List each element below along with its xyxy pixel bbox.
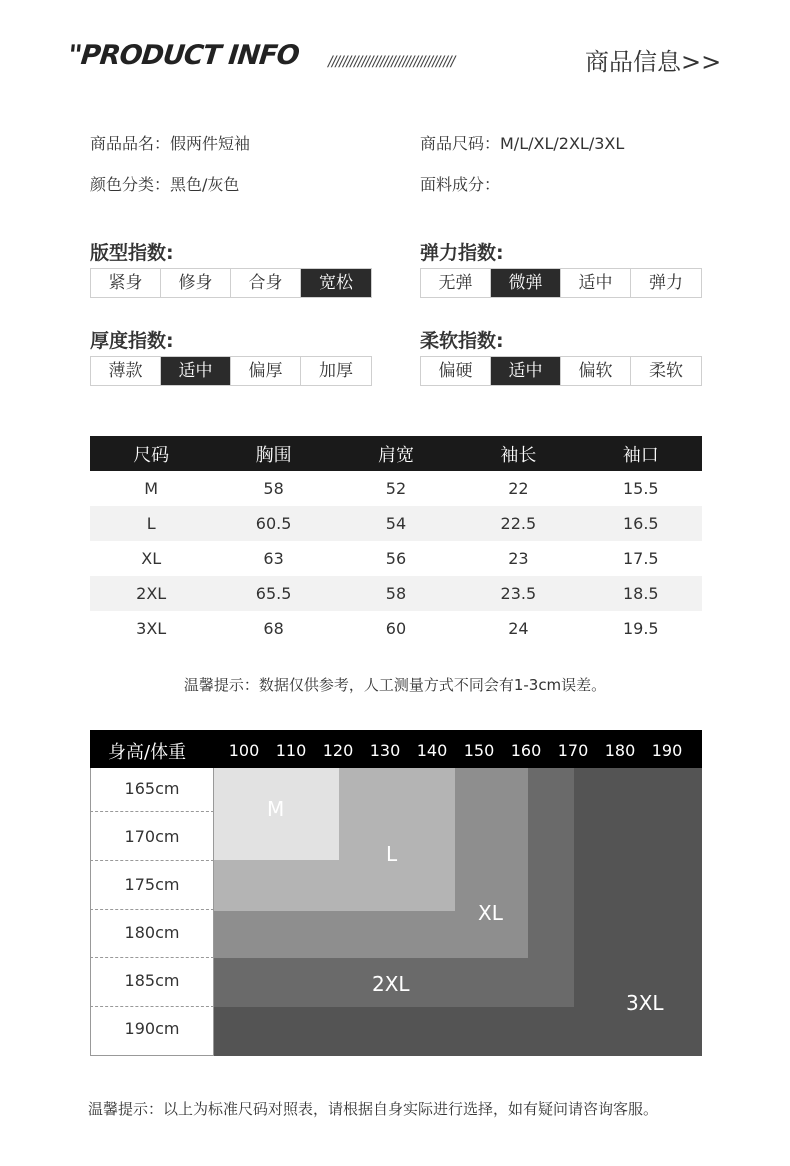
measurement-tip: 温馨提示：数据仅供参考，人工测量方式不同会有1-3cm误差。 xyxy=(183,676,607,694)
table-cell: 2XL xyxy=(90,576,212,611)
column-header: 袖口 xyxy=(580,436,702,471)
product-fabric: 面料成分： xyxy=(420,175,501,194)
softness-option: 柔软 xyxy=(649,361,683,381)
table-cell: 3XL xyxy=(136,619,167,638)
elasticity-option: 无弹 xyxy=(421,269,491,297)
table-cell: 68 xyxy=(263,619,284,638)
weight-label: 150 xyxy=(463,741,495,760)
product-name: 商品品名：假两件短袖 xyxy=(90,134,251,153)
elasticity-index-scale xyxy=(420,268,702,298)
size-label-xl: XL xyxy=(478,901,503,925)
table-cell: 23 xyxy=(508,549,529,568)
elasticity-option: 弹力 xyxy=(649,273,683,293)
table-cell: 65.5 xyxy=(212,576,334,611)
fit-option: 修身 xyxy=(161,269,231,297)
table-cell: 63 xyxy=(263,549,284,568)
column-header: 肩宽 xyxy=(335,436,457,471)
fit-index-scale xyxy=(90,268,372,298)
weight-label: 170 xyxy=(557,741,589,760)
table-cell: 24 xyxy=(508,619,529,638)
thickness-index-scale xyxy=(90,356,372,386)
table-cell: L xyxy=(90,506,212,541)
section-title-cn: 商品信息>> xyxy=(585,48,722,76)
size-table-header xyxy=(90,436,702,471)
table-cell: 19.5 xyxy=(622,619,659,638)
table-cell: 56 xyxy=(385,549,407,568)
fit-index-title: 版型指数: xyxy=(90,242,174,264)
column-header: 胸围 xyxy=(212,436,334,471)
table-cell: 22.5 xyxy=(457,506,579,541)
column-header: 袖长 xyxy=(457,436,579,471)
column-header: 尺码 xyxy=(90,436,212,471)
height-label: 165cm xyxy=(124,779,180,798)
table-cell: 22 xyxy=(508,479,529,498)
table-cell: 60 xyxy=(385,619,407,638)
weight-label: 190 xyxy=(651,741,683,760)
softness-option: 适中 xyxy=(491,357,561,385)
thickness-option: 适中 xyxy=(161,357,231,385)
thickness-option: 薄款 xyxy=(91,357,161,385)
brand-title: "PRODUCT INFO xyxy=(66,40,301,71)
size-label-m: M xyxy=(267,797,285,821)
weight-label: 120 xyxy=(322,741,354,760)
height-label: 170cm xyxy=(124,827,180,846)
table-cell: 58 xyxy=(335,576,457,611)
hw-chart-title: 身高/体重 xyxy=(108,742,187,763)
height-label: 175cm xyxy=(124,875,180,894)
table-row xyxy=(90,506,702,541)
fit-option: 紧身 xyxy=(91,269,161,297)
thickness-option: 加厚 xyxy=(319,361,353,381)
decorative-slashes: ////////////////////////////////// xyxy=(328,54,455,70)
table-row xyxy=(90,471,702,506)
weight-label: 140 xyxy=(416,741,448,760)
elasticity-option: 微弹 xyxy=(491,269,561,297)
thickness-option: 偏厚 xyxy=(231,357,301,385)
weight-label: 180 xyxy=(604,741,636,760)
table-row xyxy=(90,611,702,646)
table-cell: XL xyxy=(141,549,162,568)
softness-option: 偏软 xyxy=(561,357,631,385)
table-cell: 54 xyxy=(335,506,457,541)
table-cell: 52 xyxy=(385,479,407,498)
table-cell: M xyxy=(144,479,159,498)
elasticity-index-title: 弹力指数: xyxy=(420,242,504,264)
table-cell: 58 xyxy=(263,479,284,498)
softness-index-title: 柔软指数: xyxy=(420,330,504,352)
weight-label: 130 xyxy=(369,741,401,760)
size-label-l: L xyxy=(386,842,398,866)
product-sizes: 商品尺码：M/L/XL/2XL/3XL xyxy=(420,134,625,153)
table-row xyxy=(90,541,702,576)
weight-label: 100 xyxy=(228,741,260,760)
elasticity-option: 适中 xyxy=(561,269,631,297)
weight-label: 110 xyxy=(275,741,307,760)
table-cell: 60.5 xyxy=(212,506,334,541)
table-cell: 15.5 xyxy=(622,479,659,498)
height-label: 185cm xyxy=(124,971,180,990)
table-row xyxy=(90,576,702,611)
fit-option: 宽松 xyxy=(301,269,371,297)
height-label: 180cm xyxy=(124,923,180,942)
softness-option: 偏硬 xyxy=(421,357,491,385)
table-cell: 17.5 xyxy=(622,549,659,568)
table-cell: 16.5 xyxy=(580,506,702,541)
table-cell: 18.5 xyxy=(580,576,702,611)
size-label-3xl: 3XL xyxy=(626,991,664,1015)
fit-option: 合身 xyxy=(231,269,301,297)
thickness-index-title: 厚度指数: xyxy=(90,330,174,352)
weight-label: 160 xyxy=(510,741,542,760)
size-label-2xl: 2XL xyxy=(372,972,410,996)
table-cell: 23.5 xyxy=(457,576,579,611)
height-label: 190cm xyxy=(124,1019,180,1038)
chart-tip: 温馨提示：以上为标准尺码对照表，请根据自身实际进行选择，如有疑问请咨询客服。 xyxy=(88,1100,659,1118)
size-table xyxy=(90,436,702,646)
row-divider xyxy=(90,811,214,812)
softness-index-scale xyxy=(420,356,702,386)
product-colors: 颜色分类：黑色/灰色 xyxy=(90,175,240,194)
